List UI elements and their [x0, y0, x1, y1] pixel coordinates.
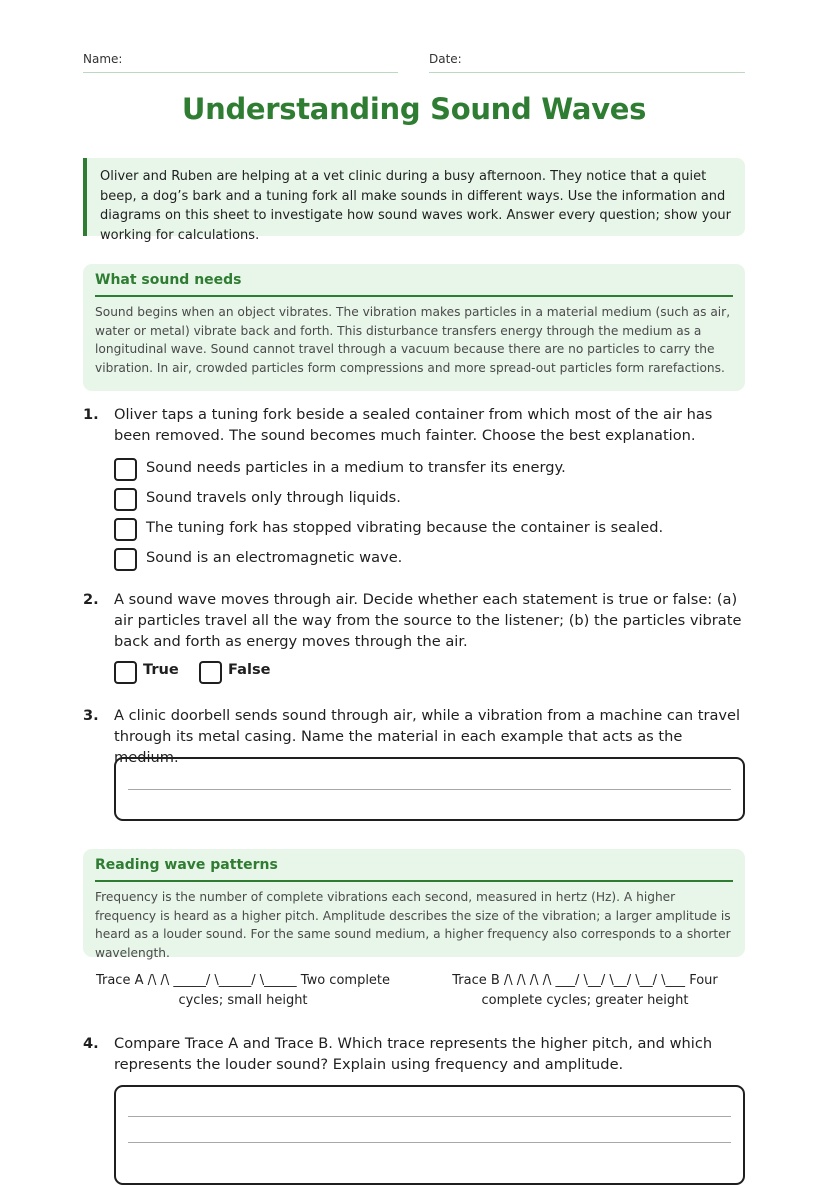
- question-number: 2.: [83, 591, 99, 608]
- name-label: Name:: [83, 52, 123, 66]
- trace-b-caption: Trace B /\ /\ /\ /\ ___/ \__/ \__/ \__/ \___ Four complete cycles; greater height: [452, 973, 718, 1008]
- trace-a-caption: Trace A /\ /\ _____/ \_____/ \_____ Two complete cycles; small height: [95, 973, 391, 1008]
- option-label: Sound is an electromagnetic wave.: [146, 549, 403, 566]
- info-body: Sound begins when an object vibrates. The vibration makes particles in a material medium (such as air, water or metal) vibrate back and forth. This disturbance transfers energy through the medium as a longitudinal wave. Sound cannot travel through a vacuum because there are no particles to carry the vibration. In air, crowded particles form compressions and more spread-out particles form rarefactions.: [95, 305, 731, 375]
- answer-line: [128, 1116, 731, 1117]
- intro-panel: Oliver and Ruben are helping at a vet clinic during a busy afternoon. They notice that a quiet beep, a dog’s bark and a tuning fork all make sounds in different ways. Use the information and diagrams on this sheet to investigate how sound waves work. Answer every question; show your working for calculations.: [83, 158, 745, 236]
- checkbox[interactable]: [199, 661, 222, 684]
- page-title: Understanding Sound Waves: [181, 92, 647, 126]
- answer-line: [128, 789, 731, 790]
- answer-line: [128, 1142, 731, 1143]
- info-panel-wave-patterns: [83, 849, 745, 960]
- checkbox[interactable]: [114, 518, 137, 541]
- info-panel-sound-needs: [83, 264, 745, 391]
- question-text: Oliver taps a tuning fork beside a sealed container from which most of the air has been removed. The sound becomes much fainter. Choose the best explanation.: [114, 406, 713, 444]
- q3-answer-box[interactable]: [114, 757, 745, 821]
- checkbox[interactable]: [114, 548, 137, 571]
- option-label: The tuning fork has stopped vibrating because the container is sealed.: [146, 519, 664, 536]
- question-number: 4.: [83, 1035, 99, 1052]
- checkbox[interactable]: [114, 661, 137, 684]
- name-field[interactable]: [83, 52, 398, 73]
- question-text: Compare Trace A and Trace B. Which trace represents the higher pitch, and which represents the louder sound? Explain using frequency and amplitude.: [114, 1035, 713, 1073]
- info-body: Frequency is the number of complete vibrations each second, measured in hertz (Hz). A higher frequency is heard as a higher pitch. Amplitude describes the size of the vibration; a larger amplitude is heard as a louder sound. For the same sound medium, a higher frequency also corresponds to a shorter wavelength.: [95, 890, 731, 960]
- checkbox[interactable]: [114, 488, 137, 511]
- question-number: 3.: [83, 707, 99, 724]
- info-heading: Reading wave patterns: [95, 857, 733, 882]
- q4-answer-box[interactable]: [114, 1085, 745, 1185]
- info-heading: What sound needs: [95, 272, 733, 297]
- option-label: True: [143, 661, 179, 678]
- option-label: False: [228, 661, 271, 678]
- name-date-row: [83, 52, 745, 73]
- option-label: Sound needs particles in a medium to transfer its energy.: [146, 459, 566, 476]
- checkbox[interactable]: [114, 458, 137, 481]
- question-2: [83, 589, 745, 652]
- question-1: [83, 404, 745, 446]
- date-field[interactable]: [429, 52, 745, 73]
- question-text: A clinic doorbell sends sound through air, while a vibration from a machine can travel through its metal casing. Name the material in each example that acts as the medium.: [114, 707, 741, 766]
- date-label: Date:: [429, 52, 462, 66]
- question-text: A sound wave moves through air. Decide whether each statement is true or false: (a) air particles travel all the way from the source to the listener; (b) the particles vibrate back and forth as energy moves through the air.: [114, 591, 742, 650]
- question-number: 1.: [83, 406, 99, 423]
- option-label: Sound travels only through liquids.: [146, 489, 401, 506]
- question-4: [83, 1033, 745, 1075]
